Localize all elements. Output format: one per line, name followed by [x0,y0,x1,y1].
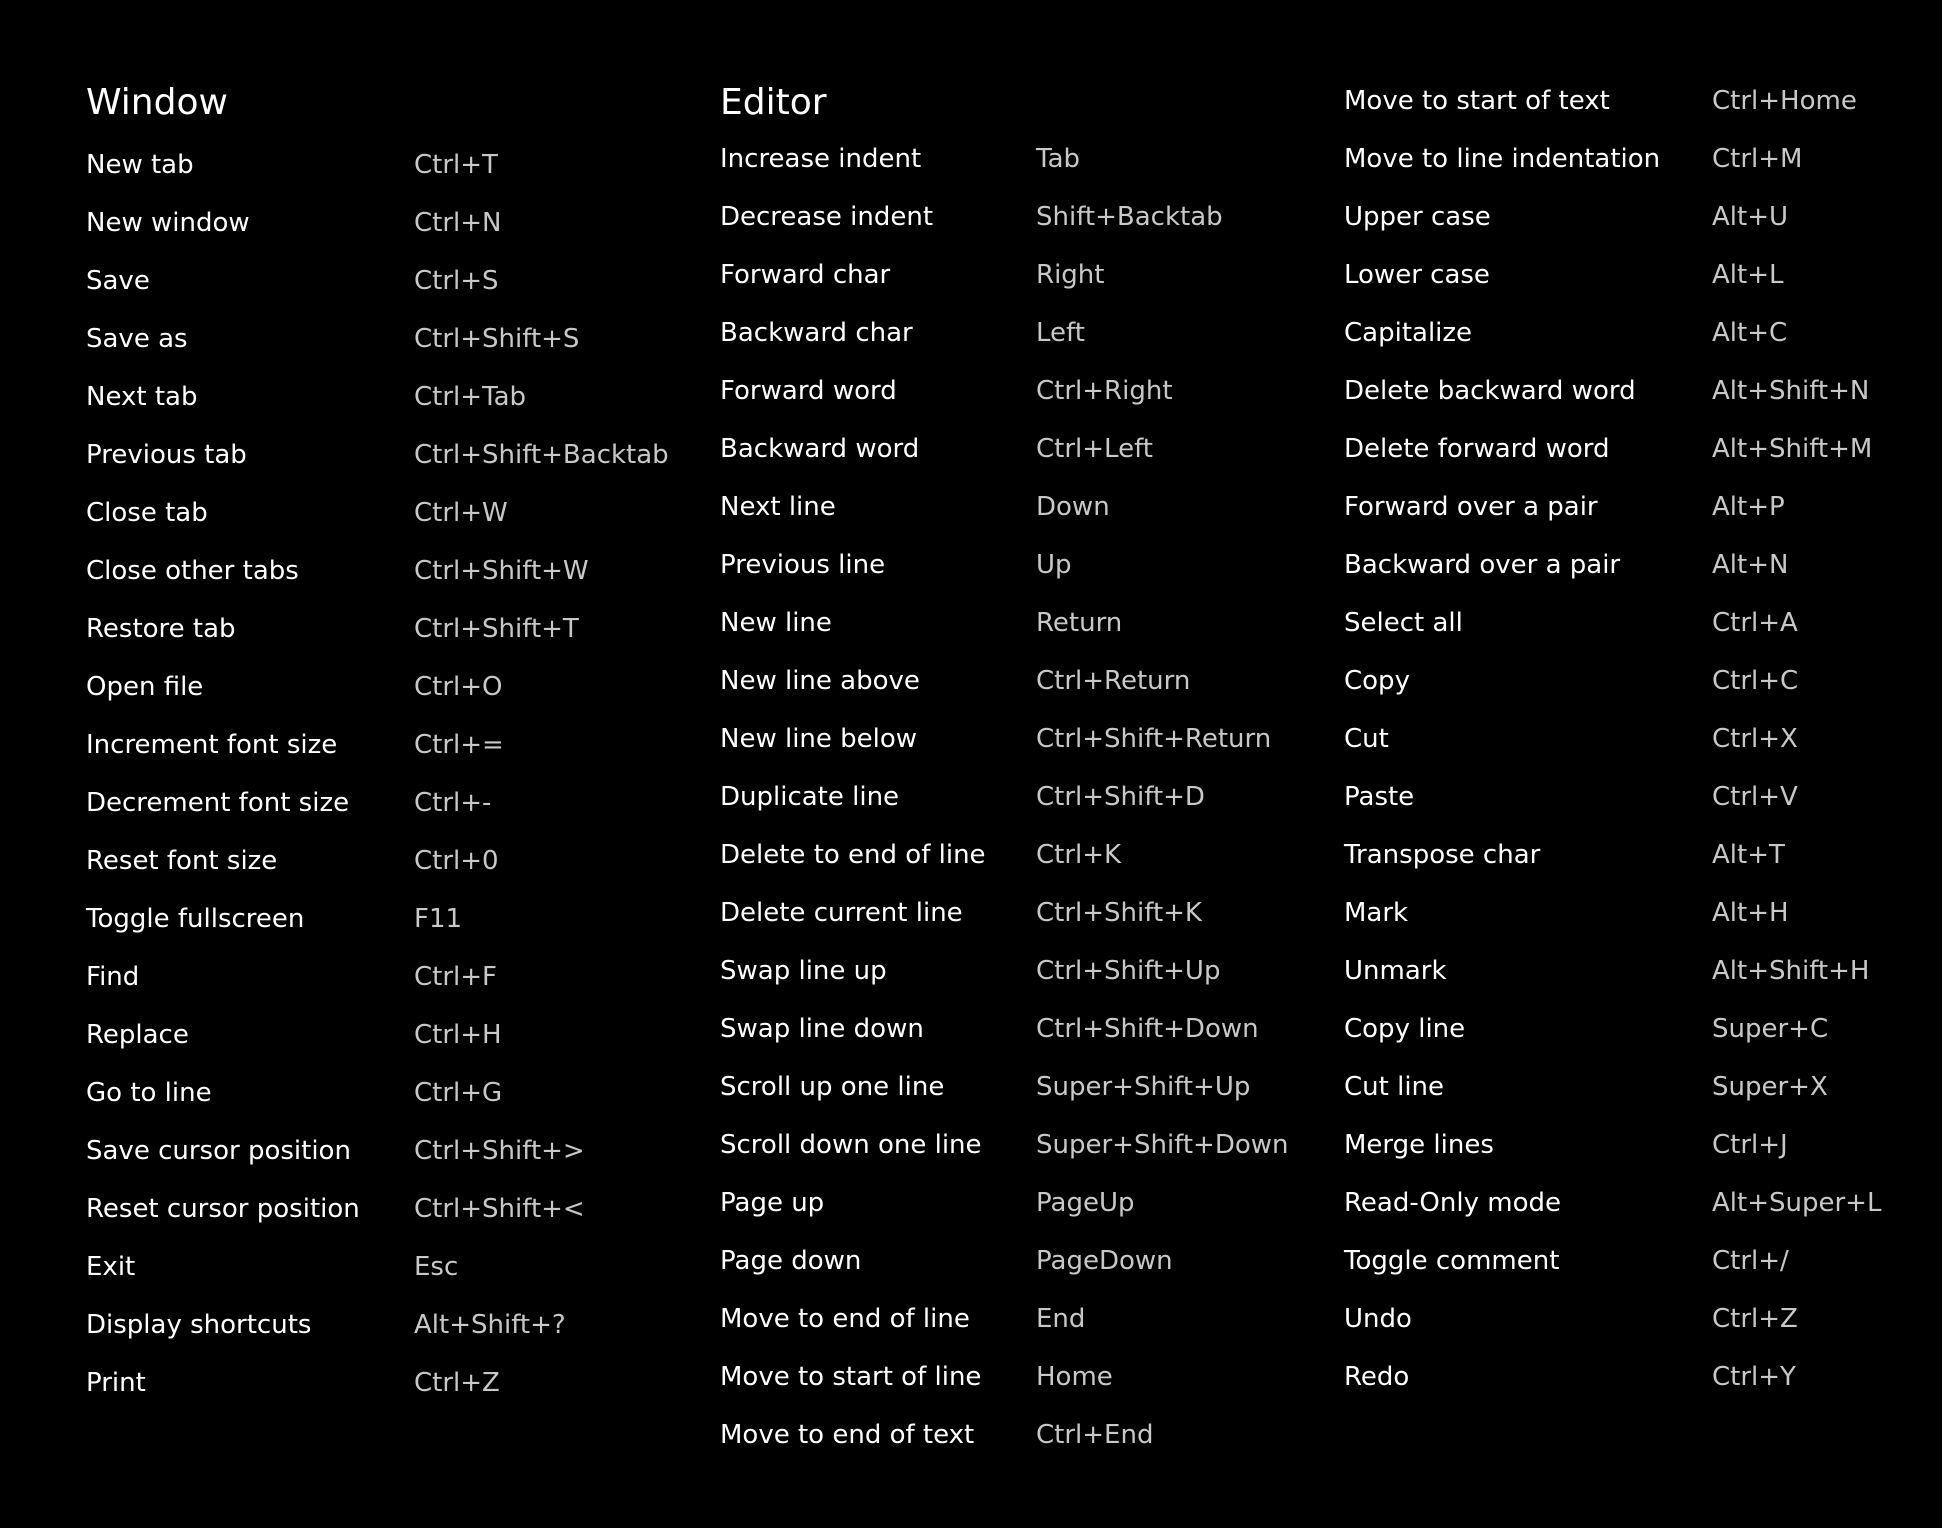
shortcut-keys: Super+Shift+Up [1036,1072,1251,1102]
shortcut-row [720,942,1221,1000]
shortcut-row [720,1232,1173,1290]
shortcut-label: Save [86,266,150,296]
shortcut-keys: Ctrl+- [414,788,492,818]
shortcut-keys: Ctrl+Shift+S [414,324,580,354]
shortcut-label: Move to line indentation [1344,144,1661,174]
shortcut-keys: Ctrl+T [414,150,498,180]
window-section-title: Window [86,82,228,123]
shortcut-label: Next line [720,492,836,522]
shortcut-keys: F11 [414,904,463,934]
shortcut-keys: Ctrl+Z [1712,1304,1798,1334]
shortcut-label: Print [86,1368,146,1398]
shortcut-label: Move to start of line [720,1362,982,1392]
shortcut-label: Capitalize [1344,318,1473,348]
shortcut-keys: Ctrl+Right [1036,376,1173,406]
shortcut-row [720,652,1191,710]
shortcut-label: Scroll up one line [720,1072,945,1102]
shortcut-label: Increase indent [720,144,922,174]
shortcut-label: Open file [86,672,204,702]
shortcut-keys: Ctrl+Shift+Up [1036,956,1221,986]
shortcut-keys: Ctrl+Shift+T [414,614,579,644]
shortcut-label: Mark [1344,898,1409,928]
shortcut-label: Toggle comment [1344,1246,1560,1276]
shortcut-keys: Super+Shift+Down [1036,1130,1289,1160]
shortcut-row [86,136,498,194]
shortcut-keys: Super+C [1712,1014,1829,1044]
shortcut-label: Go to line [86,1078,212,1108]
shortcut-keys: Alt+P [1712,492,1785,522]
shortcut-row [720,130,1081,188]
shortcut-label: Backward char [720,318,913,348]
shortcut-label: Toggle fullscreen [86,904,305,934]
shortcut-label: Delete backward word [1344,376,1636,406]
shortcut-keys: Ctrl+End [1036,1420,1154,1450]
shortcut-keys: Esc [414,1252,459,1282]
shortcut-label: Swap line down [720,1014,924,1044]
shortcut-keys: Ctrl+Shift+Return [1036,724,1272,754]
shortcut-row [720,1174,1135,1232]
shortcut-row [86,600,579,658]
shortcut-row [720,884,1202,942]
shortcut-keys: Ctrl+Shift+> [414,1136,585,1166]
shortcut-row [720,826,1122,884]
shortcut-row [86,310,580,368]
shortcut-keys: Ctrl+N [414,208,502,238]
shortcut-row [86,1296,566,1354]
shortcut-keys: Ctrl+X [1712,724,1798,754]
shortcut-label: New line [720,608,832,638]
shortcut-row [86,658,503,716]
shortcut-keys: Ctrl+/ [1712,1246,1789,1276]
shortcut-keys: Alt+Shift+? [414,1310,566,1340]
shortcut-row [720,420,1153,478]
shortcut-label: Decrement font size [86,788,350,818]
shortcut-label: Cut line [1344,1072,1445,1102]
shortcut-label: New line below [720,724,918,754]
shortcut-keys: Ctrl+Shift+K [1036,898,1202,928]
shortcut-label: Swap line up [720,956,887,986]
shortcut-row [86,890,463,948]
shortcut-label: Exit [86,1252,136,1282]
shortcut-keys: Ctrl+Tab [414,382,527,412]
shortcut-keys: Ctrl+S [414,266,499,296]
shortcut-row [86,368,527,426]
shortcut-keys: Up [1036,550,1072,580]
shortcut-label: Scroll down one line [720,1130,982,1160]
shortcut-keys: Alt+L [1712,260,1784,290]
shortcut-row [86,484,508,542]
shortcut-label: Cut [1344,724,1389,754]
shortcut-row [720,594,1123,652]
shortcut-keys: Ctrl+G [414,1078,503,1108]
shortcut-keys: Alt+U [1712,202,1789,232]
shortcut-keys: End [1036,1304,1086,1334]
shortcut-keys: Ctrl+F [414,962,498,992]
shortcut-label: Lower case [1344,260,1490,290]
shortcut-label: Read-Only mode [1344,1188,1561,1218]
shortcut-label: Restore tab [86,614,236,644]
shortcut-keys: Left [1036,318,1085,348]
shortcut-keys: Home [1036,1362,1113,1392]
editor-shortcuts-list [720,130,1289,1464]
shortcut-label: Find [86,962,140,992]
shortcut-label: Replace [86,1020,189,1050]
shortcut-keys: Ctrl+0 [414,846,499,876]
shortcut-keys: Ctrl+J [1712,1130,1788,1160]
shortcut-keys: Ctrl+A [1712,608,1798,638]
shortcut-row [86,1354,500,1412]
shortcut-keys: Super+X [1712,1072,1828,1102]
shortcut-label: Copy line [1344,1014,1466,1044]
shortcut-row [720,1000,1259,1058]
shortcut-label: Reset font size [86,846,278,876]
shortcut-label: Close other tabs [86,556,299,586]
shortcut-keys: Ctrl+W [414,498,508,528]
shortcut-keys: Ctrl+V [1712,782,1798,812]
shortcut-label: Close tab [86,498,208,528]
shortcut-label: Forward over a pair [1344,492,1598,522]
shortcut-row [720,768,1205,826]
shortcut-label: Forward char [720,260,891,290]
shortcut-keys: Ctrl+H [414,1020,502,1050]
shortcut-row [86,1064,503,1122]
shortcut-keys: Ctrl+Shift+Backtab [414,440,669,470]
shortcut-row [720,1116,1289,1174]
shortcut-row [720,710,1272,768]
shortcut-row [720,246,1105,304]
shortcut-row [86,194,502,252]
shortcut-label: New window [86,208,250,238]
shortcut-row [86,948,498,1006]
shortcut-row [720,362,1173,420]
shortcut-keys: Alt+H [1712,898,1789,928]
shortcut-keys: Ctrl+Left [1036,434,1153,464]
shortcut-keys: Tab [1036,144,1081,174]
shortcut-row [86,426,669,484]
shortcut-keys: Ctrl+M [1712,144,1803,174]
shortcut-keys: Ctrl+Shift+W [414,556,589,586]
shortcut-label: Previous line [720,550,886,580]
shortcut-label: Paste [1344,782,1415,812]
shortcut-keys: Ctrl+K [1036,840,1122,870]
shortcut-label: New line above [720,666,920,696]
shortcut-keys: Ctrl+O [414,672,503,702]
shortcut-row [86,774,492,832]
shortcut-label: Save as [86,324,188,354]
shortcut-label: Page up [720,1188,825,1218]
shortcut-row [720,188,1223,246]
shortcut-label: Move to end of text [720,1420,975,1450]
shortcut-keys: Alt+C [1712,318,1788,348]
shortcut-row [86,252,499,310]
shortcut-label: Upper case [1344,202,1491,232]
shortcut-row [720,1406,1154,1464]
shortcut-row [720,1058,1251,1116]
shortcut-label: Unmark [1344,956,1447,986]
shortcut-label: Delete forward word [1344,434,1610,464]
shortcut-keys: PageDown [1036,1246,1173,1276]
shortcut-label: Move to start of text [1344,86,1610,116]
shortcut-row [86,1180,585,1238]
shortcut-label: Previous tab [86,440,247,470]
shortcut-keys: Alt+Super+L [1712,1188,1882,1218]
shortcut-keys: Ctrl+C [1712,666,1799,696]
shortcut-label: Save cursor position [86,1136,351,1166]
shortcut-label: Copy [1344,666,1410,696]
shortcut-row [720,478,1110,536]
shortcut-row [720,1290,1086,1348]
shortcut-keys: Ctrl+= [414,730,504,760]
shortcut-keys: Ctrl+Shift+< [414,1194,585,1224]
shortcut-keys: Right [1036,260,1105,290]
shortcut-row [720,536,1072,594]
shortcut-keys: Ctrl+Return [1036,666,1191,696]
window-shortcuts-section [86,80,669,1412]
shortcut-label: Delete to end of line [720,840,986,870]
shortcut-keys: Alt+Shift+N [1712,376,1870,406]
shortcut-label: Increment font size [86,730,338,760]
shortcut-keys: Ctrl+Shift+Down [1036,1014,1259,1044]
shortcut-label: Decrease indent [720,202,934,232]
shortcut-row [720,304,1085,362]
shortcut-keys: PageUp [1036,1188,1135,1218]
shortcut-row [86,1122,585,1180]
shortcut-row [86,716,504,774]
shortcut-keys: Ctrl+Shift+D [1036,782,1205,812]
shortcut-row [86,832,499,890]
shortcut-label: Transpose char [1344,840,1541,870]
shortcut-label: Reset cursor position [86,1194,360,1224]
shortcut-label: Undo [1344,1304,1412,1334]
shortcut-label: Duplicate line [720,782,900,812]
shortcut-label: Move to end of line [720,1304,970,1334]
shortcut-keys: Alt+N [1712,550,1789,580]
shortcut-label: Display shortcuts [86,1310,312,1340]
shortcut-keys: Ctrl+Y [1712,1362,1796,1392]
shortcut-keys: Ctrl+Home [1712,86,1857,116]
shortcut-keys: Shift+Backtab [1036,202,1223,232]
shortcut-label: Backward over a pair [1344,550,1621,580]
shortcut-keys: Down [1036,492,1110,522]
shortcut-keys: Alt+Shift+M [1712,434,1873,464]
shortcut-label: Next tab [86,382,198,412]
shortcut-label: Select all [1344,608,1463,638]
shortcut-keys: Return [1036,608,1123,638]
shortcut-label: Merge lines [1344,1130,1494,1160]
shortcut-keys: Alt+Shift+H [1712,956,1870,986]
window-shortcuts-list [86,136,669,1412]
shortcut-label: Forward word [720,376,897,406]
shortcut-row [86,542,589,600]
editor-section-title: Editor [720,82,827,123]
shortcut-label: New tab [86,150,194,180]
shortcut-label: Backward word [720,434,920,464]
shortcut-keys: Ctrl+Z [414,1368,500,1398]
shortcut-row [720,1348,1113,1406]
shortcut-row [86,1238,459,1296]
shortcut-label: Redo [1344,1362,1410,1392]
shortcut-row [86,1006,502,1064]
shortcut-label: Page down [720,1246,862,1276]
editor-shortcuts-section [720,80,1289,1464]
shortcut-keys: Alt+T [1712,840,1785,870]
shortcut-label: Delete current line [720,898,963,928]
